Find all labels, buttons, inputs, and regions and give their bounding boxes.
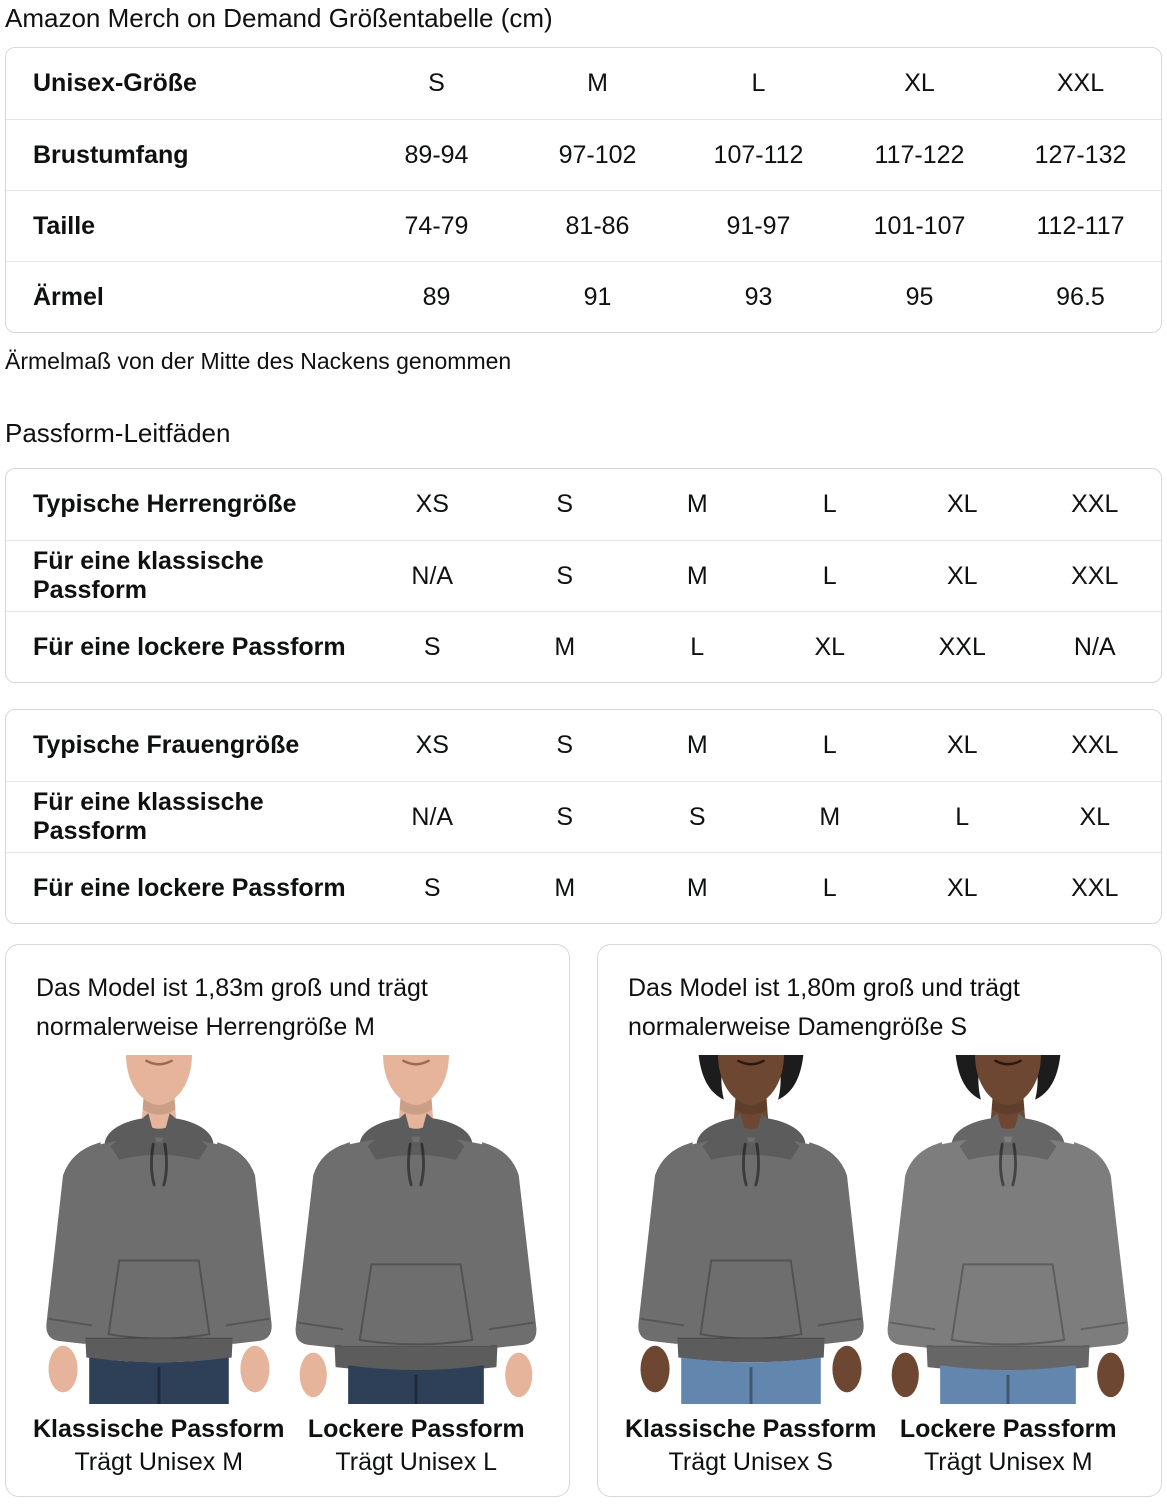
fit-value: XXL [1071, 873, 1119, 902]
fit-value: L [690, 632, 705, 661]
model-photo-female-classic [625, 1055, 877, 1404]
figure-block-loose [880, 1055, 1138, 1478]
size-value: 81-86 [565, 211, 630, 240]
size-value: 91 [583, 282, 612, 311]
page-title: Amazon Merch on Demand Größentabelle (cm) [5, 3, 553, 33]
fit-value: S [556, 561, 574, 590]
size-value: XL [904, 69, 935, 97]
row-label: Taille [33, 211, 96, 240]
figure-block-classic [30, 1055, 288, 1478]
size-value: 93 [744, 282, 773, 311]
row-label: Für eine klassische Passform [33, 788, 264, 845]
row-label: Typische Herrengröße [33, 490, 297, 518]
table-row-lockere-passform [6, 611, 1161, 682]
size-value: 101-107 [873, 211, 966, 240]
model-photo-male-classic [33, 1055, 285, 1404]
fit-value: XL [1079, 802, 1111, 831]
size-value: 89-94 [404, 140, 469, 169]
fit-value: M [554, 873, 576, 902]
fit-caption: Klassische Passform [32, 1415, 285, 1443]
model-figures [622, 1055, 1137, 1478]
size-value: 96.5 [1056, 282, 1105, 311]
table-row-aermel [6, 261, 1161, 332]
fit-value: M [686, 561, 708, 590]
size-value: 107-112 [713, 140, 804, 169]
fit-value: M [686, 873, 708, 902]
fit-value: M [686, 731, 708, 759]
model-photo-female-loose [882, 1055, 1134, 1404]
fit-value: S [688, 802, 706, 831]
size-value: 74-79 [404, 211, 469, 240]
model-photo-male-loose [290, 1055, 542, 1404]
size-caption: Trägt Unisex S [668, 1448, 833, 1476]
size-caption: Trägt Unisex L [335, 1448, 498, 1476]
size-caption: Trägt Unisex M [923, 1448, 1093, 1476]
size-value: 91-97 [726, 211, 791, 240]
fit-value: N/A [1073, 632, 1116, 661]
row-label: Für eine klassische Passform [33, 547, 264, 604]
fit-value: XL [814, 632, 846, 661]
model-figures [30, 1055, 545, 1478]
fit-value: L [822, 731, 837, 759]
fit-value: XS [415, 490, 449, 518]
fit-value: XL [946, 561, 978, 590]
size-value: 112-117 [1036, 211, 1125, 240]
table-row-klassische-passform [6, 540, 1161, 611]
fit-value: S [423, 632, 441, 661]
fit-value: L [822, 490, 837, 518]
table-row-brustumfang [6, 119, 1161, 190]
fit-value: XXL [1071, 490, 1119, 518]
size-value: 95 [905, 282, 934, 311]
fit-caption: Klassische Passform [624, 1415, 877, 1443]
size-value: M [587, 69, 608, 97]
table-row-typische-frauengroesse [6, 710, 1161, 781]
women-fit-table [5, 709, 1162, 924]
fit-value: XS [415, 731, 449, 759]
row-label: Typische Frauengröße [33, 731, 300, 759]
fit-value: L [822, 561, 837, 590]
size-value: 127-132 [1034, 140, 1127, 169]
row-label: Für eine lockere Passform [33, 873, 346, 902]
female-model-card [597, 944, 1162, 1497]
fit-value: XXL [938, 632, 986, 661]
fit-caption: Lockere Passform [307, 1415, 525, 1443]
fit-value: XXL [1071, 561, 1119, 590]
fit-value: N/A [411, 802, 454, 831]
size-value: S [428, 69, 445, 97]
table-row-klassische-passform [6, 781, 1161, 852]
row-label: Ärmel [33, 282, 104, 311]
size-value: L [751, 69, 766, 97]
fit-value: S [423, 873, 441, 902]
table-row-unisex-groesse [6, 48, 1161, 119]
unisex-size-table [5, 47, 1162, 333]
figure-block-loose [288, 1055, 546, 1478]
table-row-lockere-passform [6, 852, 1161, 923]
size-value: 97-102 [558, 140, 637, 169]
fit-value: M [554, 632, 576, 661]
row-label: Unisex-Größe [33, 69, 197, 97]
male-model-card [5, 944, 570, 1497]
size-value: 89 [422, 282, 451, 311]
size-value: 117-122 [874, 140, 965, 169]
sleeve-measure-note: Ärmelmaß von der Mitte des Nackens genommen [5, 348, 512, 374]
model-description: Das Model ist 1,83m groß und trägt normalerweise Herrengröße M [36, 974, 428, 1041]
fit-value: M [686, 490, 708, 518]
fit-value: XXL [1071, 731, 1119, 759]
fit-value: N/A [411, 561, 454, 590]
fit-caption: Lockere Passform [899, 1415, 1117, 1443]
fit-value: S [556, 731, 574, 759]
fit-value: S [556, 490, 574, 518]
figure-block-classic [622, 1055, 880, 1478]
row-label: Für eine lockere Passform [33, 632, 346, 661]
model-description: Das Model ist 1,80m groß und trägt normalerweise Damengröße S [628, 974, 1020, 1041]
fit-guides-heading: Passform-Leitfäden [5, 418, 231, 448]
fit-value: XL [946, 731, 978, 759]
fit-value: XL [946, 873, 978, 902]
fit-value: XL [946, 490, 978, 518]
row-label: Brustumfang [33, 140, 189, 169]
fit-value: S [556, 802, 574, 831]
size-caption: Trägt Unisex M [74, 1448, 244, 1476]
fit-value: M [819, 802, 841, 831]
size-value: XXL [1056, 69, 1105, 97]
fit-value: L [955, 802, 970, 831]
men-fit-table [5, 468, 1162, 683]
fit-value: L [822, 873, 837, 902]
table-row-typische-herrengroesse [6, 469, 1161, 540]
model-cards-row [5, 944, 1162, 1497]
table-row-taille [6, 190, 1161, 261]
